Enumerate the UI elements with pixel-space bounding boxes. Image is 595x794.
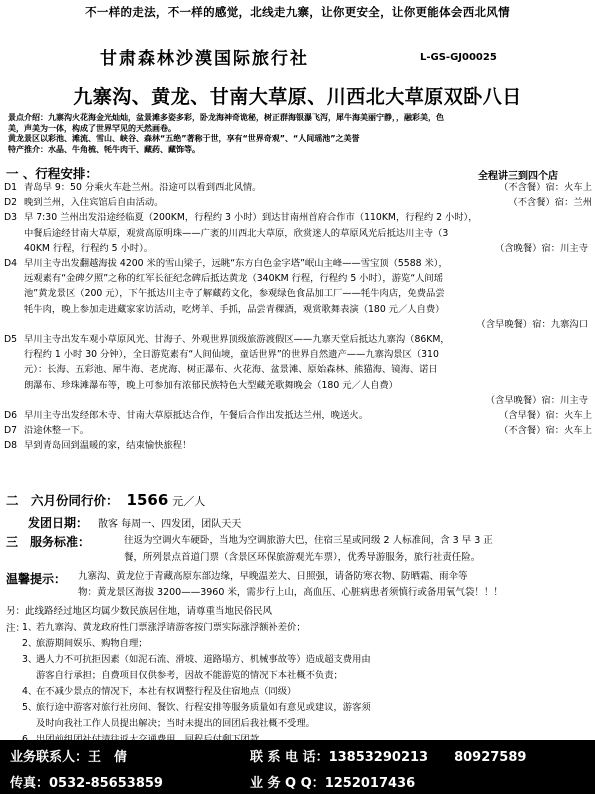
day-label: D5	[4, 334, 18, 346]
note-item	[22, 700, 588, 732]
license-number: L-GS-GJ00025	[420, 52, 497, 63]
note-number: 1、	[22, 622, 38, 633]
day-label: D3	[4, 212, 18, 224]
itinerary-row	[4, 180, 592, 195]
meal-lodging: （不含餐）宿：火车上	[499, 182, 592, 193]
price-line	[6, 491, 205, 509]
note-text: 旅游期间娱乐、购物自理；	[36, 638, 148, 649]
itinerary-list	[4, 180, 592, 454]
note-text: 旅行途中游客对旅行社房间、餐饮、行程安排等服务质量如有意见或建议，游客须 及时向我社工作人员提出解决；当时未提出的回团后我社概不受理。	[36, 702, 371, 729]
slogan: 不一样的走法，不一样的感觉，北线走九寨，让你更安全，让你更能体会西北风情	[85, 5, 510, 19]
contact-phone	[250, 746, 526, 765]
fax-label: 传真：	[10, 776, 50, 791]
itinerary-row	[4, 256, 592, 332]
day-text: 青岛早 9：50 分乘火车赴兰州。沿途可以看到西北风情。	[24, 182, 262, 193]
day-label: D4	[4, 258, 18, 270]
contact-footer	[0, 740, 595, 794]
intro-line: 特产推介：水晶、牛角梳、牦牛肉干、藏药、藏饰等。	[8, 144, 200, 154]
qq-value: 1252017436	[324, 776, 416, 791]
tips-label: 温馨提示：	[6, 572, 67, 586]
tips-text: 九寨沟、黄龙位于青藏高原东部边缘，早晚温差大、日照强，请备防寒衣物、防晒霜、雨伞等 物：黄龙景区海拔 3200——3960 米，需步行上山，高血压、心脏病患者须慎行或备用氧气袋！！！	[78, 571, 503, 598]
intro-line: 景点介绍：九寨沟火花海金光灿灿，盆景滩多姿多彩，卧龙海神奇诡秘，树正群海银瀑飞泻，犀牛海美丽宁静，，融彩美，色	[8, 113, 444, 122]
meal-lodging: （不含餐）宿：火车上	[499, 425, 592, 437]
day-label: D6	[4, 410, 18, 422]
fax-value: 0532-85653859	[49, 776, 163, 791]
itinerary-row	[4, 210, 592, 256]
departure-label: 发团日期：	[28, 516, 89, 530]
day-label: D1	[4, 182, 18, 193]
itinerary-row	[4, 408, 592, 423]
departure-value: 散客 每周一、四发团，团队天天	[98, 519, 242, 530]
phone-value: 13853290213 80927589	[328, 750, 527, 765]
note-item	[22, 684, 588, 700]
day-text: 沿途休整一下。	[24, 425, 90, 437]
service-label: 三 服务标准：	[6, 535, 91, 549]
note-number: 5、	[22, 702, 38, 713]
note-item	[22, 636, 588, 652]
meal-lodging: （含晚餐）宿：川主寺	[495, 242, 588, 254]
day-text: 晚到兰州，入住宾馆后自由活动。	[24, 197, 164, 209]
phone-label: 联 系 电 话：	[250, 750, 329, 765]
contact-label: 业务联系人：	[10, 750, 89, 765]
tour-title: 九寨沟、黄龙、甘南大草原、川西北大草原双卧八日	[73, 86, 522, 108]
meal-lodging: （含早晚餐）宿：川主寺	[485, 394, 588, 406]
itinerary-heading: 一 、行程安排：	[6, 166, 98, 181]
meal-lodging: （不含餐）宿：兰州	[508, 197, 592, 209]
service-text: 往返为空调火车硬卧，当地为空调旅游大巴，住宿三星或同级 2 人标准间，含 3 早 3 正 餐，所列景点首道门票（含景区环保旅游观光车票），优秀导游服务，旅行社责任险。	[124, 535, 493, 563]
departure-line	[28, 514, 241, 531]
contact-person	[10, 746, 127, 765]
note-number: 3、	[22, 654, 38, 665]
day-text: 早到青岛回到温暖的家，结束愉快旅程！	[24, 440, 192, 452]
contact-fax	[10, 772, 163, 791]
day-text: 早川主寺出发车观小草原风光、甘海子、外观世界顶级旅游渡假区——九寨天堂后抵达九寨沟（86KM， 行程约 1 小时 30 分钟），全日游览素有“人间仙境，童话世界”的世界自然遗产——九寨沟景区（310 元）：长海、五彩池、犀牛海、老虎海、树正瀑布、火花海、盆景滩、原始森林、熊猫海、镜海、诺日 朗瀑布、珍珠滩瀑布等，晚上可参加有浓郁民族特色大型藏羌歌舞晚会（180 元／人自费）	[24, 334, 450, 391]
contact-qq	[250, 772, 415, 791]
meal-lodging: （含早餐）宿：火车上	[499, 410, 592, 422]
qq-label: 业 务 Q Q：	[250, 776, 325, 791]
itinerary-row	[4, 332, 592, 408]
day-label: D2	[4, 197, 18, 209]
ethnic-note: 另：此线路经过地区均属少数民族居住地，请尊重当地民俗民风	[6, 606, 273, 617]
day-text: 早川主寺出发翻越海拔 4200 米的雪山梁子，远眺“东方白色金字塔”岷山主峰——雪宝顶（5588 米）， 远观素有“金碑夕照”之称的红军长征纪念碑后抵达黄龙（340KM 行程，行程约 5 小时），游览“人间瑶 池”黄龙景区（200 元），下午抵达川主寺了解藏药文化，参观绿色食品加工厂——牦牛肉店，免费品尝 牦牛肉，晚上参加走进藏家家访活动，吃烤羊、手抓，品尝青稞酒，观赏歌舞表演（180 元／人自费）	[24, 258, 448, 315]
note-item	[22, 652, 588, 684]
intro-block	[8, 113, 588, 155]
notes-list	[22, 620, 588, 748]
price-value: 1566	[126, 491, 169, 509]
shop-note: 全程讲三到四个店	[478, 171, 558, 182]
notes-label: 注：	[6, 623, 26, 634]
contact-value: 王 倩	[88, 750, 128, 765]
note-item	[22, 620, 588, 636]
day-text: 早川主寺出发经郎木寺、甘南大草原抵达合作，午餐后合作出发抵达兰州，晚送火。	[24, 410, 368, 422]
day-text: 早 7:30 兰州出发沿途经临夏（200KM，行程约 3 小时）到达甘南州首府合作市（110KM，行程约 2 小时）， 中餐后途经甘南大草原，观赏高原明珠——广袤的川西北大草原，欣赏迷人的草原风光后抵达川主寺（3 40KM 行程，行程约 5 小时）。	[24, 212, 478, 254]
price-label: 二 六月份同行价：	[6, 493, 119, 508]
note-text: 在不减少景点的情况下，本社有权调整行程及住宿地点（同级）	[36, 686, 297, 697]
note-number: 4、	[22, 686, 38, 697]
intro-line: 黄龙景区以彩池、滩流、雪山、峡谷、森林“五绝”著称于世，享有“世界奇观”、“人间瑶池”之美誉	[8, 134, 360, 143]
price-unit: 元／人	[172, 495, 206, 508]
note-number: 2、	[22, 638, 38, 649]
note-text: 若九寨沟、黄龙政府性门票涨浮请游客按门票实际涨浮额补差价；	[36, 622, 306, 633]
itinerary-row	[4, 438, 592, 453]
itinerary-row	[4, 423, 592, 438]
day-label: D8	[4, 440, 18, 452]
intro-line: 美，声美为一体，构成了世界罕见的天然画卷。	[8, 123, 176, 133]
note-text: 遇人力不可抗拒因素（如泥石流、滑坡、道路塌方、机械事故等）造成超支费用由 游客自行承担；自费项目仅供参考，因故不能游览的情况下本社概不负责；	[36, 654, 371, 681]
company-name: 甘肃森林沙漠国际旅行社	[100, 49, 309, 69]
day-label: D7	[4, 425, 18, 437]
itinerary-row	[4, 195, 592, 210]
meal-lodging: （含早晚餐）宿：九寨沟口	[476, 318, 588, 330]
